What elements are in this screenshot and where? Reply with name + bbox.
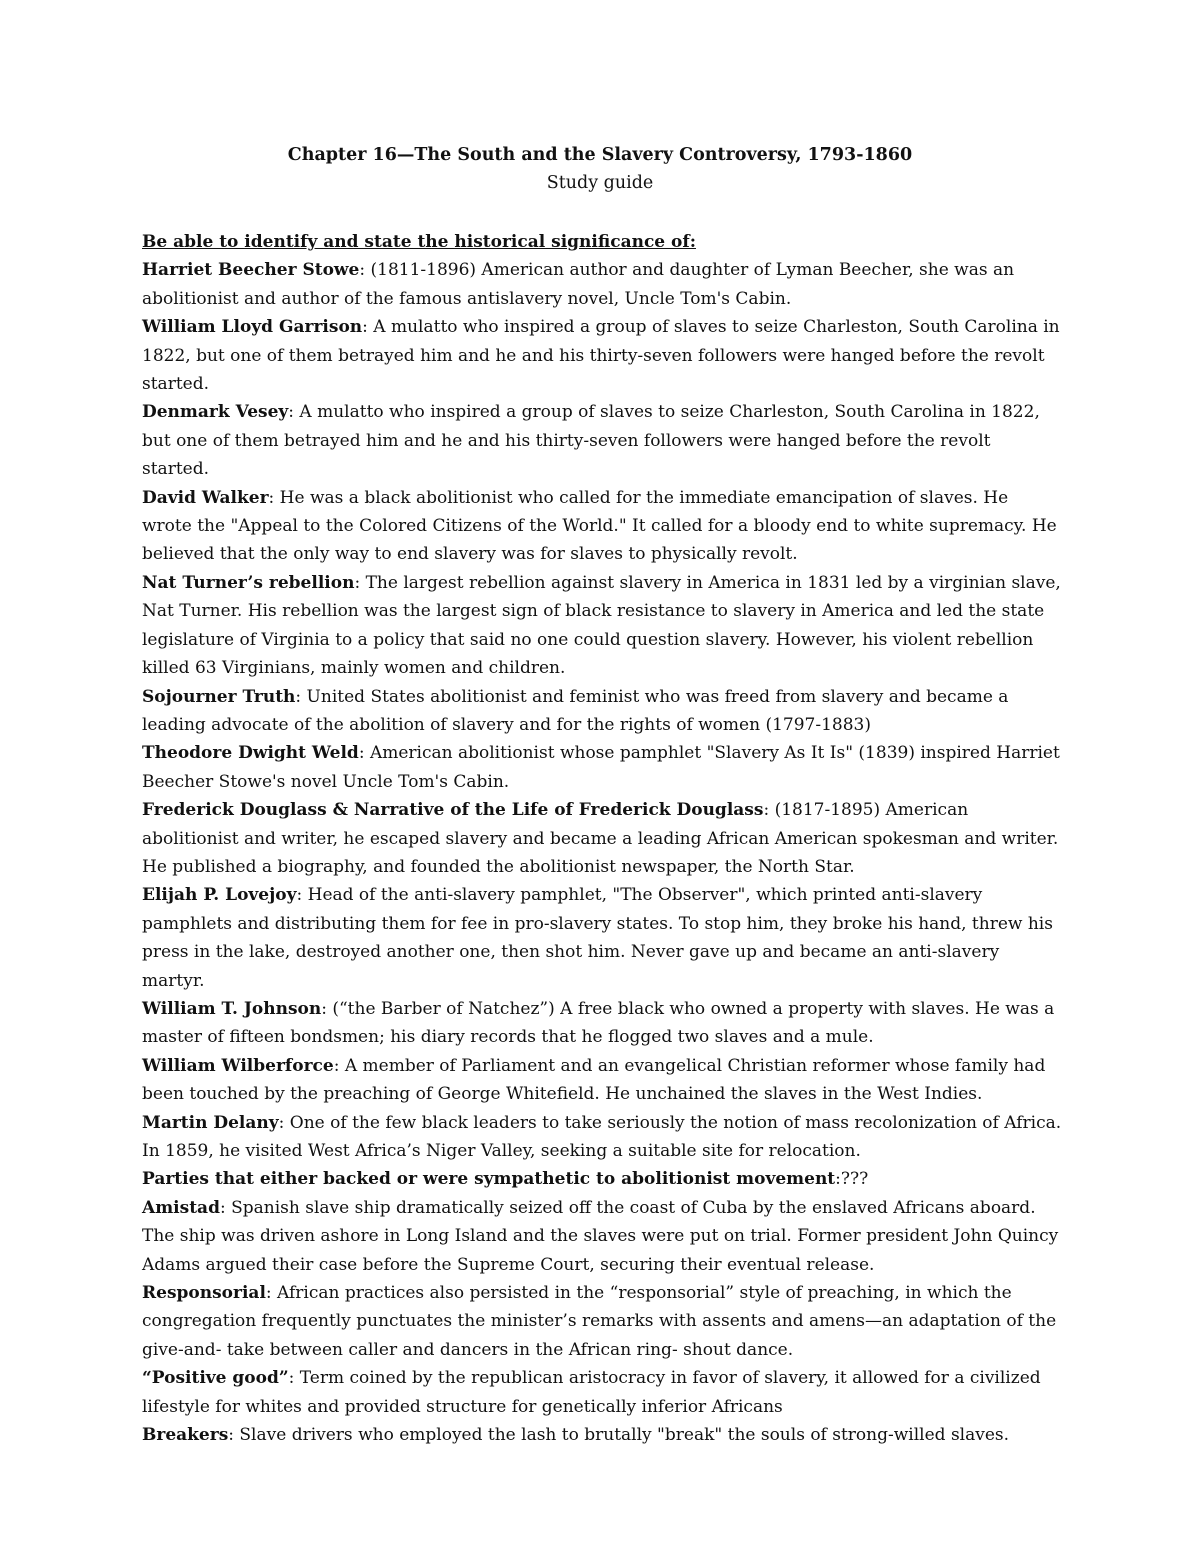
entry-description: : (“the Barber of Natchez”) A free black who owned a property with slaves. He was a master of fifteen bondsmen; his diary records that he flogged two slaves and a mule. [142, 998, 1055, 1048]
entry-description: : Head of the anti-slavery pamphlet, "The Observer", which printed anti-slavery pamphlets and distributing them for fee in pro-slavery states. To stop him, they broke his hand, threw his press in the lake, destroyed another one, then shot him. Never gave up and became an anti-slavery martyr. [142, 885, 1053, 991]
entry-term: Martin Delany [142, 1112, 279, 1133]
entry-description: : A mulatto who inspired a group of slaves to seize Charleston, South Carolina in 1822, but one of them betrayed him and he and his thirty-seven followers were hanged before the revolt started. [142, 317, 1060, 395]
entry-description: : One of the few black leaders to take seriously the notion of mass recolonization of Africa. In 1859, he visited West Africa’s Niger Valley, seeking a suitable site for relocation. [142, 1112, 1062, 1161]
entry-william-t-johnson [142, 995, 1062, 1052]
entry-william-lloyd-garrison [142, 313, 1062, 398]
entry-term: Denmark Vesey [142, 402, 289, 423]
entry-david-walker [142, 484, 1062, 569]
entry-positive-good [142, 1364, 1062, 1421]
entry-description: : A mulatto who inspired a group of slaves to seize Charleston, South Carolina in 1822, but one of them betrayed him and he and his thirty-seven followers were hanged before the revolt started. [142, 402, 1040, 480]
entry-breakers [142, 1421, 1062, 1449]
entry-description: : African practices also persisted in the “responsorial” style of preaching, in which the congregation frequently punctuates the minister’s remarks with assents and amens—an adaptation of the give-and- take between caller and dancers in the African ring- shout dance. [142, 1283, 1057, 1360]
entry-term: Amistad [142, 1197, 220, 1218]
study-guide-body [142, 228, 1062, 1449]
entry-term: Frederick Douglass & Narrative of the Life of Frederick Douglass [142, 800, 764, 821]
entry-sojourner-truth [142, 683, 1062, 740]
entry-term: William Wilberforce [142, 1055, 334, 1076]
entry-description: : Spanish slave ship dramatically seized off the coast of Cuba by the enslaved Africans aboard. The ship was driven ashore in Long Island and the slaves were put on trial. Former president John Quincy Adams argued their case before the Supreme Court, securing their eventual release. [142, 1197, 1059, 1275]
entry-description: : (1817-1895) American abolitionist and writer, he escaped slavery and became a leading African American spokesman and writer. He published a biography, and founded the abolitionist newspaper, the North Star. [142, 800, 1059, 877]
entry-martin-delany [142, 1109, 1062, 1166]
entry-term: William T. Johnson [142, 998, 322, 1019]
entry-description: : He was a black abolitionist who called for the immediate emancipation of slaves. He wrote the "Appeal to the Colored Citizens of the World." It called for a bloody end to white supremacy. He believed that the only way to end slavery was for slaves to physically revolt. [142, 487, 1057, 565]
entry-term: “Positive good” [142, 1368, 289, 1389]
entry-description: : A member of Parliament and an evangelical Christian reformer whose family had been touched by the preaching of George Whitefield. He unchained the slaves in the West Indies. [142, 1055, 1046, 1105]
entry-nat-turners-rebellion [142, 569, 1062, 683]
entry-harriet-beecher-stowe [142, 256, 1062, 313]
entry-description: : The largest rebellion against slavery in America in 1831 led by a virginian slave, Nat Turner. His rebellion was the largest sign of black resistance to slavery in America and led the state legislature of Virginia to a policy that said no one could question slavery. However, his violent rebellion killed 63 Virginians, mainly women and children. [142, 572, 1061, 679]
entry-description: : United States abolitionist and feminist who was freed from slavery and became a leading advocate of the abolition of slavery and for the rights of women (1797-1883) [142, 686, 1009, 735]
entry-description: : Slave drivers who employed the lash to brutally "break" the souls of strong-willed slaves. [228, 1425, 1010, 1446]
entry-term: Elijah P. Lovejoy [142, 885, 297, 906]
entry-denmark-vesey [142, 398, 1062, 483]
document-subtitle: Study guide [546, 173, 654, 193]
entry-term: Breakers [142, 1425, 229, 1446]
entry-term: Theodore Dwight Weld [142, 743, 359, 764]
entry-term: Nat Turner’s rebellion [142, 572, 355, 593]
entry-term: Sojourner Truth [142, 686, 296, 707]
entry-description: : American abolitionist whose pamphlet "Slavery As It Is" (1839) inspired Harriet Beecher Stowe's novel Uncle Tom's Cabin. [142, 743, 1060, 792]
entry-theodore-dwight-weld [142, 739, 1062, 796]
entry-term: Responsorial [142, 1283, 266, 1304]
entry-description: :??? [835, 1169, 869, 1190]
entry-description: : Term coined by the republican aristocracy in favor of slavery, it allowed for a civilized lifestyle for whites and provided structure for genetically inferior Africans [142, 1368, 1041, 1417]
entry-term: Harriet Beecher Stowe [142, 260, 360, 281]
document-title: Chapter 16—The South and the Slavery Controversy, 1793-1860 [287, 145, 913, 165]
entry-term: William Lloyd Garrison [142, 317, 363, 338]
entry-william-wilberforce [142, 1052, 1062, 1109]
entry-amistad [142, 1194, 1062, 1279]
entry-elijah-p-lovejoy [142, 881, 1062, 995]
entry-term: David Walker [142, 487, 269, 508]
entry-responsorial [142, 1279, 1062, 1364]
entry-description: : (1811-1896) American author and daughter of Lyman Beecher, she was an abolitionist and author of the famous antislavery novel, Uncle Tom's Cabin. [142, 260, 1015, 309]
entry-abolitionist-parties [142, 1165, 1062, 1193]
entry-frederick-douglass [142, 796, 1062, 881]
entry-term: Parties that either backed or were sympathetic to abolitionist movement [142, 1169, 836, 1190]
section-heading: Be able to identify and state the historical significance of: [142, 232, 696, 252]
